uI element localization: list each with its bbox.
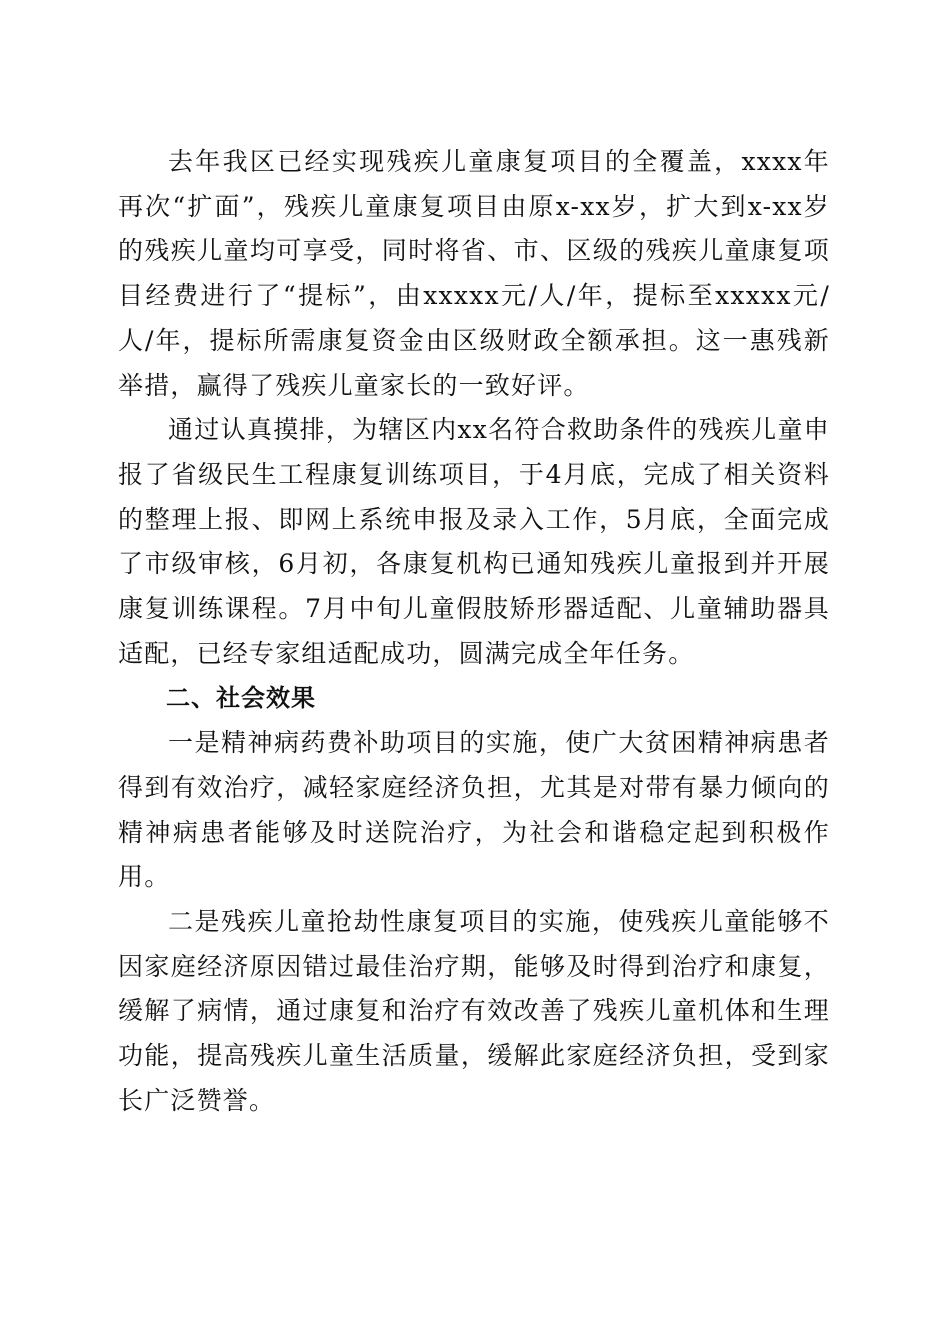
paragraph-mental-illness-subsidy: 一是精神病药费补助项目的实施，使广大贫困精神病患者得到有效治疗，减轻家庭经济负担，尤其是对带有暴力倾向的精神病患者能够及时送院治疗，为社会和谐稳定起到积极作用。 <box>118 728 830 892</box>
paragraph-training-project: 通过认真摸排，为辖区内xx名符合救助条件的残疾儿童申报了省级民生工程康复训练项目，于4月底，完成了相关资料的整理上报、即网上系统申报及录入工作，5月底，全面完成了市级审核，6月初，各康复机构已通知残疾儿童报到并开展康复训练课程。7月中旬儿童假肢矫形器适配、儿童辅助器具适配，已经专家组适配成功，圆满完成全年任务。 <box>118 415 830 668</box>
document-body <box>118 140 830 1123</box>
paragraph-child-rehabilitation: 二是残疾儿童抢劫性康复项目的实施，使残疾儿童能够不因家庭经济原因错过最佳治疗期，能够及时得到治疗和康复，缓解了病情，通过康复和治疗有效改善了残疾儿童机体和生理功能，提高残疾儿童生活质量，缓解此家庭经济负担，受到家长广泛赞誉。 <box>118 906 830 1115</box>
section-heading-social-effect: 二、社会效果 <box>166 684 316 713</box>
paragraph-coverage-expansion: 去年我区已经实现残疾儿童康复项目的全覆盖，xxxx年再次“扩面”，残疾儿童康复项目由原x-xx岁，扩大到x-xx岁的残疾儿童均可享受，同时将省、市、区级的残疾儿童康复项目经费进行了“提标”，由xxxxx元/人/年，提标至xxxxx元/人/年，提标所需康复资金由区级财政全额承担。这一惠残新举措，赢得了残疾儿童家长的一致好评。 <box>118 147 830 400</box>
